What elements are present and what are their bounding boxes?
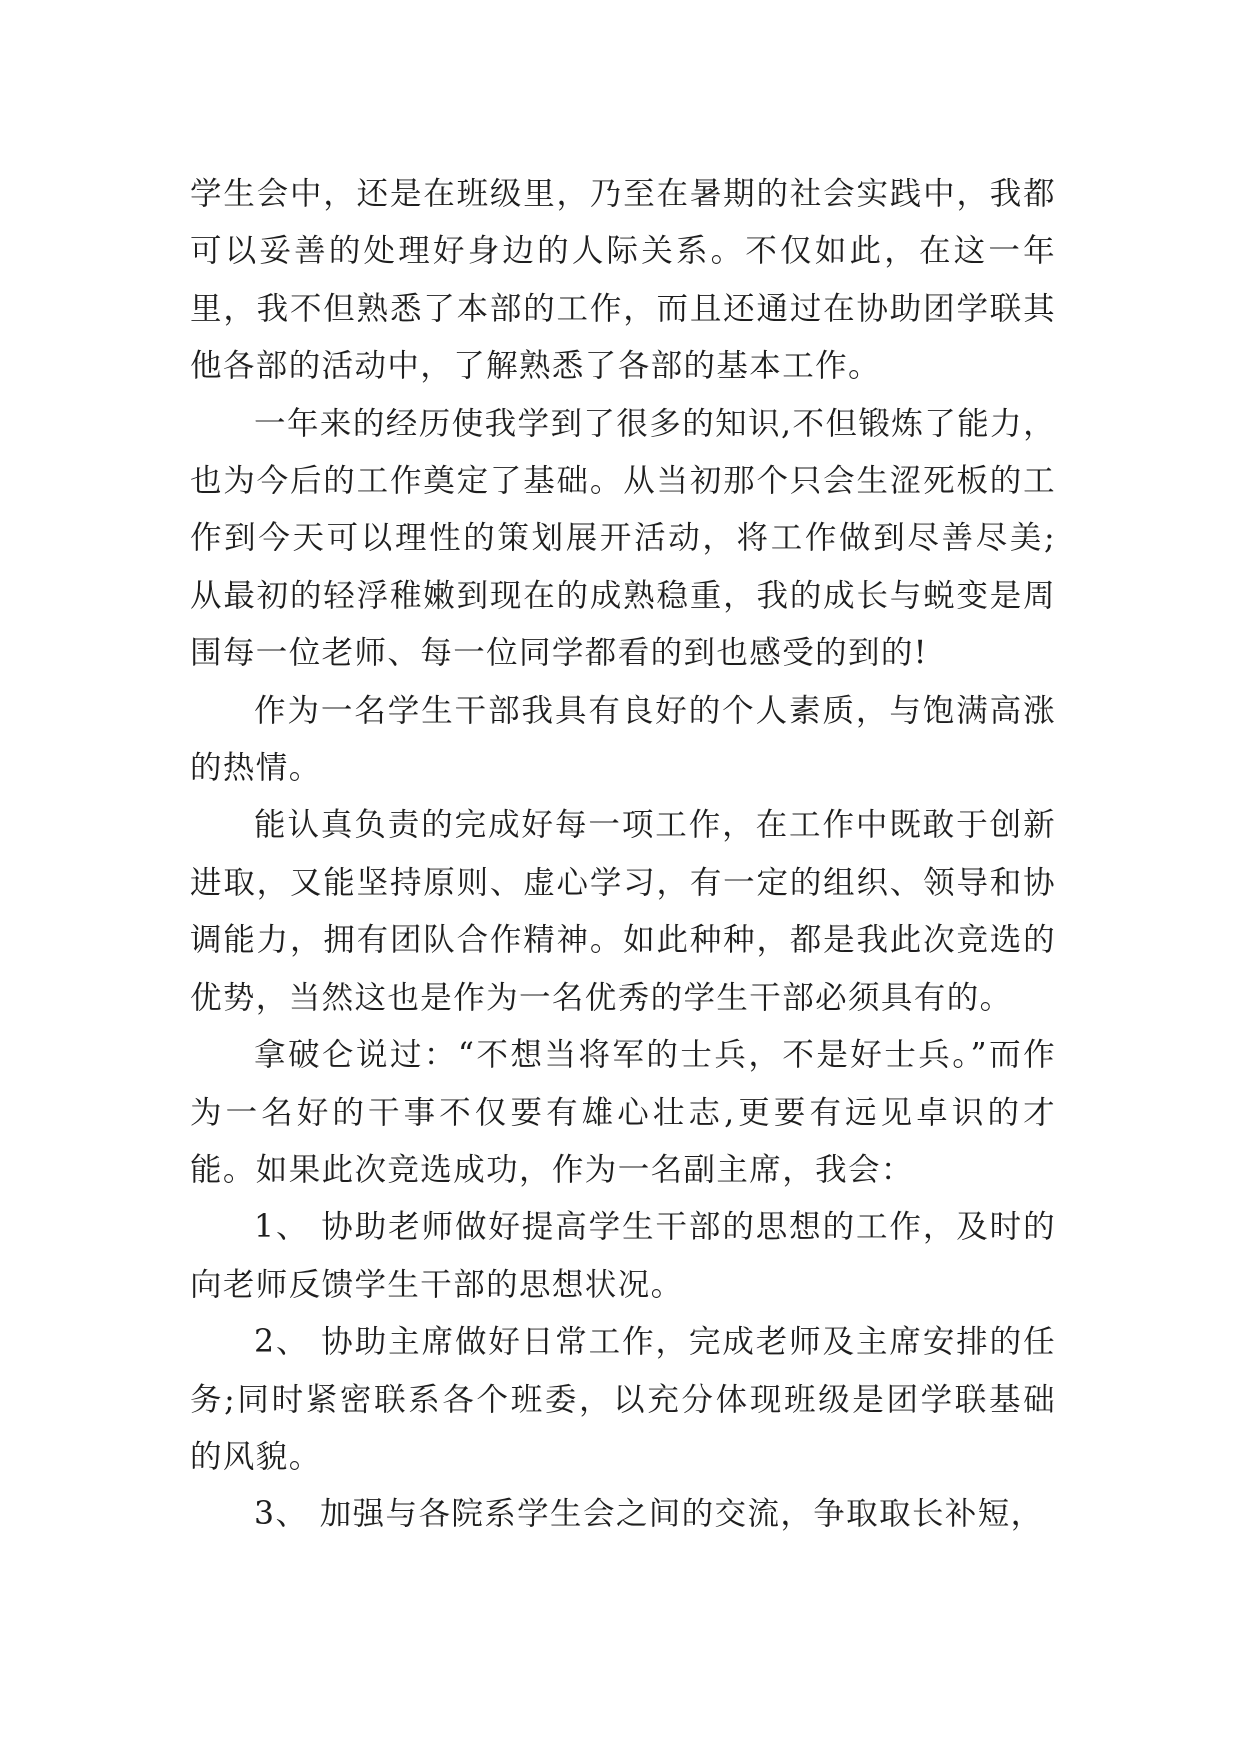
document-body <box>190 166 1056 1544</box>
list-item-paragraph: 1、 协助老师做好提高学生干部的思想的工作，及时的向老师反馈学生干部的思想状况。 <box>190 1209 1056 1303</box>
paragraph: 作为一名学生干部我具有良好的个人素质，与饱满高涨的热情。 <box>190 692 1056 787</box>
paragraph: 能认真负责的完成好每一项工作，在工作中既敢于创新进取，又能坚持原则、虚心学习，有一定的组织、领导和协调能力，拥有团队合作精神。如此种种，都是我此次竞选的优势，当然这也是作为一名优秀的学生干部必须具有的。 <box>190 807 1056 1016</box>
paragraph: 学生会中，还是在班级里，乃至在暑期的社会实践中，我都可以妥善的处理好身边的人际关系。不仅如此，在这一年里，我不但熟悉了本部的工作，而且还通过在协助团学联其他各部的活动中，了解熟悉了各部的基本工作。 <box>190 176 1056 385</box>
list-item-paragraph: 3、 加强与各院系学生会之间的交流，争取取长补短， <box>254 1496 1044 1533</box>
paragraph: 拿破仑说过：“不想当将军的士兵，不是好士兵。”而作为一名好的干事不仅要有雄心壮志,更要有远见卓识的才能。如果此次竞选成功，作为一名副主席，我会： <box>190 1037 1056 1188</box>
paragraph: 一年来的经历使我学到了很多的知识,不但锻炼了能力，也为今后的工作奠定了基础。从当初那个只会生涩死板的工作到今天可以理性的策划展开活动，将工作做到尽善尽美;从最初的轻浮稚嫩到现在的成熟稳重，我的成长与蜕变是周围每一位老师、每一位同学都看的到也感受的到的! <box>190 405 1056 672</box>
list-item-paragraph: 2、 协助主席做好日常工作，完成老师及主席安排的任务;同时紧密联系各个班委，以充分体现班级是团学联基础的风貌。 <box>190 1324 1056 1475</box>
